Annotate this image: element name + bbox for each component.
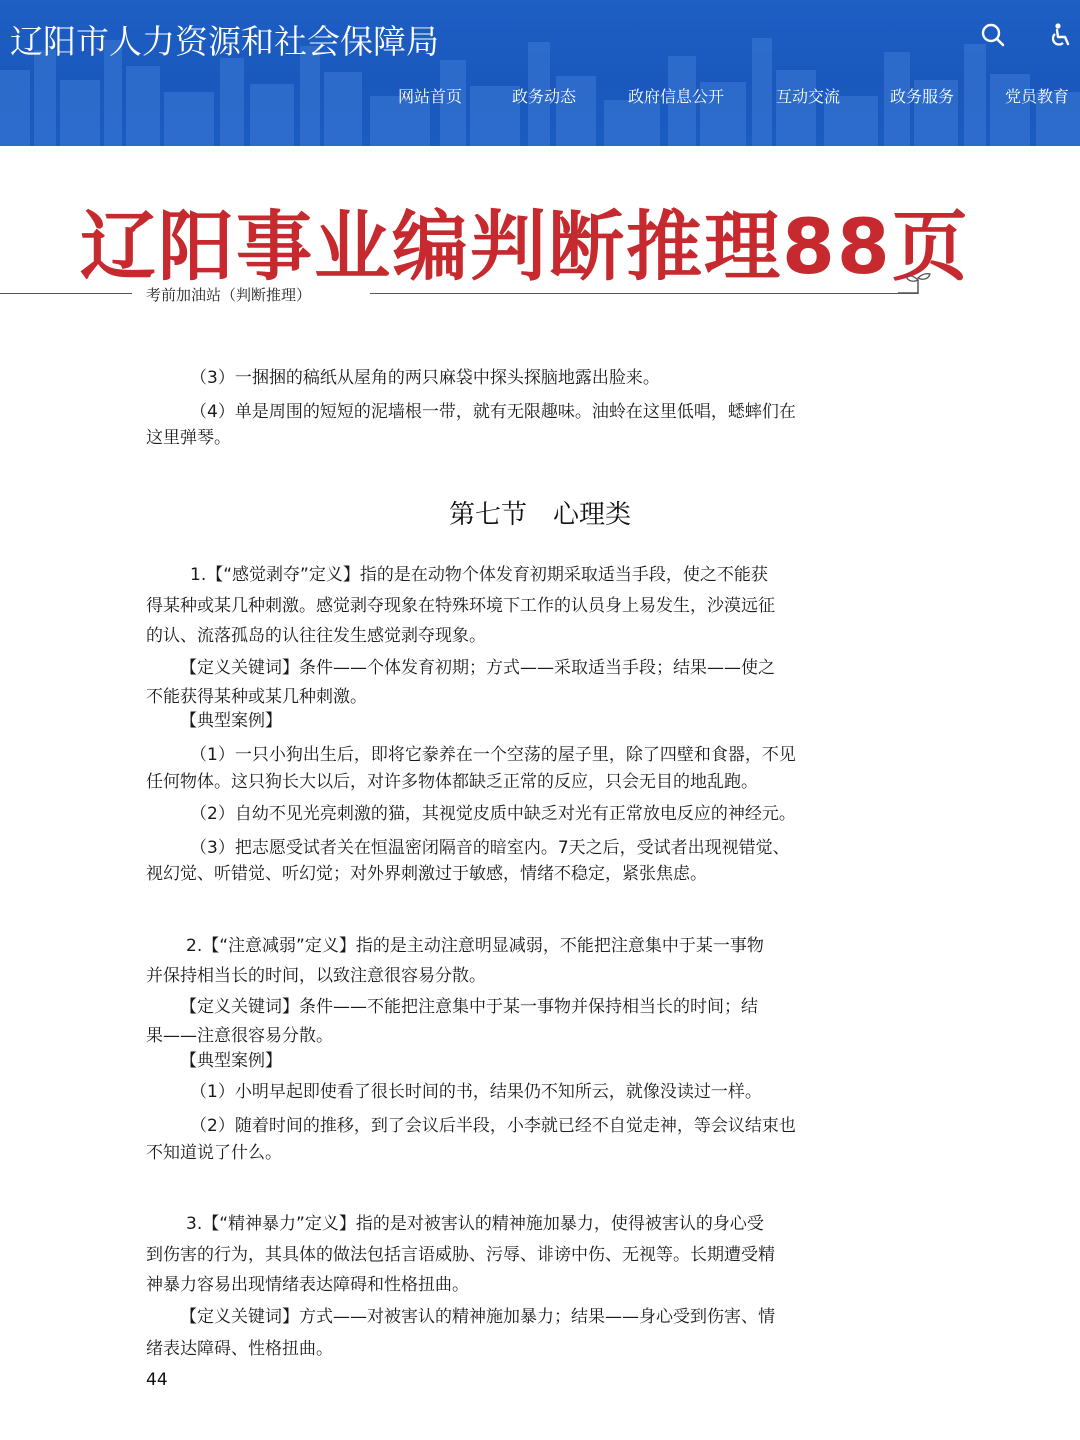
search-icon[interactable] xyxy=(980,22,1006,48)
text-line: （4）单是周围的短短的泥墙根一带，就有无限趣味。油蛉在这里低唱，蟋蟀们在 xyxy=(190,402,796,422)
text-line: 神暴力容易出现情绪表达障碍和性格扭曲。 xyxy=(146,1275,469,1295)
divider-left xyxy=(0,293,132,294)
text-line: 视幻觉、听错觉、听幻觉；对外界刺激过于敏感，情绪不稳定，紧张焦虑。 xyxy=(146,864,707,884)
site-header xyxy=(0,0,1080,146)
text-line: 【典型案例】 xyxy=(180,711,282,731)
text-line: 绪表达障碍、性格扭曲。 xyxy=(146,1339,333,1359)
text-line: 得某种或某几种刺激。感觉剥夺现象在特殊环境下工作的认员身上易发生，沙漠远征 xyxy=(146,596,775,616)
nav-item-home[interactable]: 网站首页 xyxy=(398,87,463,106)
text-line: 不能获得某种或某几种刺激。 xyxy=(146,687,367,707)
text-line: 的认、流落孤岛的认往往发生感觉剥夺现象。 xyxy=(146,626,486,646)
sprout-icon xyxy=(898,262,938,302)
banner-title: 辽阳事业编判断推理88页 xyxy=(80,202,970,291)
text-line: 任何物体。这只狗长大以后，对许多物体都缺乏正常的反应，只会无目的地乱跑。 xyxy=(146,772,758,792)
text-line: （3）把志愿受试者关在恒温密闭隔音的暗室内。7天之后，受试者出现视错觉、 xyxy=(190,838,790,858)
text-line: 并保持相当长的时间，以致注意很容易分散。 xyxy=(146,966,486,986)
text-line: 不知道说了什么。 xyxy=(146,1143,282,1163)
text-line: 到伤害的行为，其具体的做法包括言语威胁、污辱、诽谤中伤、无视等。长期遭受精 xyxy=(146,1245,775,1265)
text-line: 3.【“精神暴力”定义】指的是对被害认的精神施加暴力，使得被害认的身心受 xyxy=(186,1214,764,1234)
nav-item-services[interactable]: 政务服务 xyxy=(890,87,955,106)
text-line: （1）小明早起即使看了很长时间的书，结果仍不知所云，就像没读过一样。 xyxy=(190,1082,762,1102)
main-nav xyxy=(0,84,1080,108)
text-line: （2）自幼不见光亮刺激的猫，其视觉皮质中缺乏对光有正常放电反应的神经元。 xyxy=(190,804,796,824)
text-line: 【典型案例】 xyxy=(180,1051,282,1071)
text-line: 【定义关键词】条件——不能把注意集中于某一事物并保持相当长的时间；结 xyxy=(180,997,758,1017)
text-line: 【定义关键词】条件——个体发育初期；方式——采取适当手段；结果——使之 xyxy=(180,658,775,678)
text-line: 1.【“感觉剥夺”定义】指的是在动物个体发育初期采取适当手段，使之不能获 xyxy=(190,565,768,585)
section-heading: 第七节 心理类 xyxy=(448,500,631,530)
running-head: 考前加油站（判断推理） xyxy=(146,286,312,304)
nav-item-news[interactable]: 政务动态 xyxy=(512,87,577,106)
text-line: （3）一捆捆的稿纸从屋角的两只麻袋中探头探脑地露出脸来。 xyxy=(190,368,660,388)
text-line: 这里弹琴。 xyxy=(146,428,231,448)
text-line: 2.【“注意减弱”定义】指的是主动注意明显减弱，不能把注意集中于某一事物 xyxy=(186,936,764,956)
divider-right xyxy=(370,293,918,294)
text-line: （2）随着时间的推移，到了会议后半段，小李就已经不自觉走神，等会议结束也 xyxy=(190,1116,796,1136)
nav-item-interaction[interactable]: 互动交流 xyxy=(776,87,841,106)
site-title[interactable]: 辽阳市人力资源和社会保障局 xyxy=(10,22,439,61)
nav-item-party-education[interactable]: 党员教育 xyxy=(1005,87,1070,106)
text-line: 【定义关键词】方式——对被害认的精神施加暴力；结果——身心受到伤害、情 xyxy=(180,1307,775,1327)
text-line: （1）一只小狗出生后，即将它豢养在一个空荡的屋子里，除了四壁和食器，不见 xyxy=(190,745,796,765)
nav-item-gov-info[interactable]: 政府信息公开 xyxy=(628,87,725,106)
accessibility-icon[interactable] xyxy=(1048,22,1074,48)
page-number: 44 xyxy=(146,1370,168,1390)
text-line: 果——注意很容易分散。 xyxy=(146,1026,333,1046)
